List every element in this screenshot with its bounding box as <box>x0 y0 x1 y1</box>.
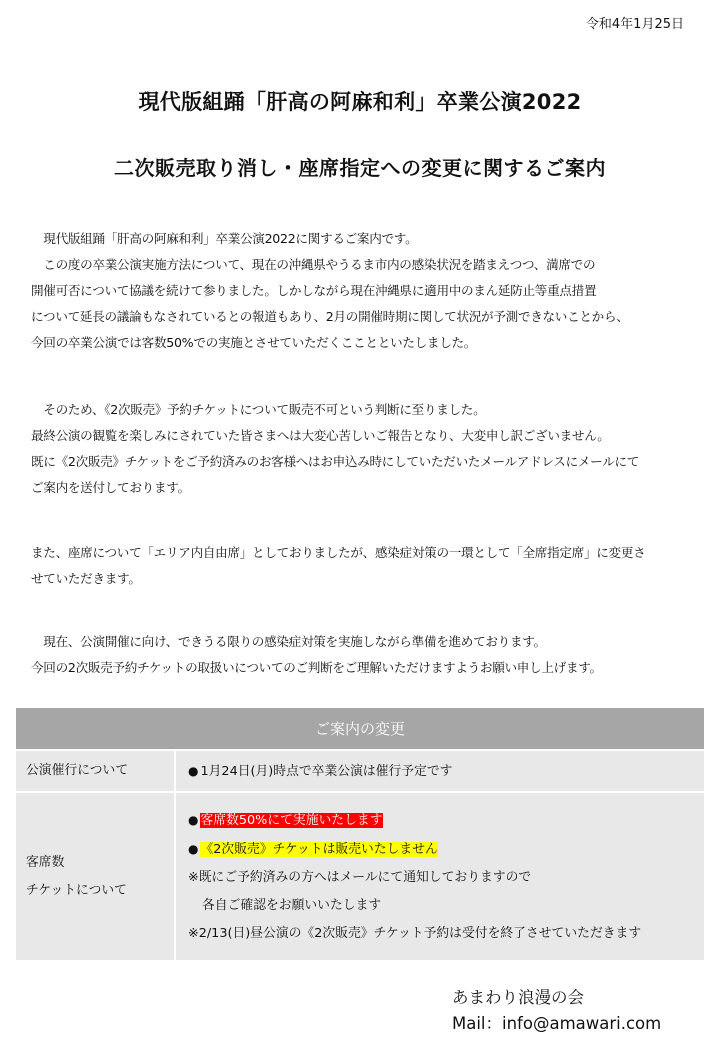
table-row <box>16 793 704 960</box>
bullet-icon: ● <box>188 841 199 856</box>
list-item <box>188 835 704 864</box>
bullet-icon: ● <box>188 812 199 827</box>
row-label-performance: 公演催行について <box>16 751 176 793</box>
document-subtitle: 二次販売取り消し・座席指定への変更に関するご案内 <box>114 156 606 180</box>
table-header: ご案内の変更 <box>16 708 704 751</box>
paragraph-intro <box>31 226 696 356</box>
bullet-icon: ● <box>188 763 199 778</box>
text-line: 現在、公演開催に向け、できうる限りの感染症対策を実施しながら準備を進めております。 <box>31 634 546 649</box>
text-line: 今回の卒業公演では客数50%での実施とさせていただくこことといたしました。 <box>31 335 477 350</box>
text-line: そのため、《2次販売》予約チケットについて販売不可という判断に至りました。 <box>31 402 486 417</box>
footer-contact <box>452 985 661 1037</box>
paragraph-seating <box>31 540 696 592</box>
note-line: 各自ご確認をお願いいたします <box>202 897 382 913</box>
text-line: 最終公演の観覧を楽しみにされていた皆さまへは大変心苦しいご報告となり、大変申し訳ございません。 <box>31 428 610 443</box>
organization-name: あまわり浪漫の会 <box>452 988 584 1007</box>
row-label-seats-tickets <box>16 793 176 960</box>
text-line: 現代版組踊「肝高の阿麻和利」卒業公演2022に関するご案内です。 <box>31 231 418 246</box>
text-line: 開催可否について協議を続けて参りました。しかしながら現在沖縄県に適用中のまん延防止等重点措置 <box>31 283 597 298</box>
text-line: 既に《2次販売》チケットをご予約済みのお客様へはお申込み時にしていただいたメールアドレスにメールにて <box>31 454 640 469</box>
performance-status-text: 1月24日(月)時点で卒業公演は催行予定です <box>200 763 453 779</box>
contact-email: Mail：info@amawari.com <box>452 1014 662 1033</box>
table-row <box>16 751 704 793</box>
note-line: ※既にご予約済みの方へはメールにて通知しておりますので <box>188 869 532 885</box>
text-line: この度の卒業公演実施方法について、現在の沖縄県やうるま市内の感染状況を踏まえつつ、満席での <box>31 257 596 272</box>
label-line: 客席数 <box>26 854 65 870</box>
text-line: また、座席について「エリア内自由席」としておりましたが、感染症対策の一環として「全席指定席」に変更さ <box>31 545 646 560</box>
highlight-yellow-text: 《2次販売》チケットは販売いたしません <box>200 841 438 857</box>
note-line: ※2/13(日)昼公演の《2次販売》チケット予約は受付を終了させていただきます <box>188 925 642 941</box>
paragraph-second-sale <box>31 397 696 501</box>
paragraph-closing <box>31 629 696 681</box>
text-line: について延長の議論もなされているとの報道もあり、2月の開催時期に関して状況が予測できないことから、 <box>31 309 629 324</box>
highlight-red-text: 客席数50%にて実施いたします <box>200 812 383 828</box>
text-line: ご案内を送付しております。 <box>31 480 190 495</box>
row-content-seats-tickets <box>176 793 704 960</box>
text-line: せていただきます。 <box>31 571 141 586</box>
document-date: 令和4年1月25日 <box>585 17 684 32</box>
row-content-performance <box>176 751 704 793</box>
document-title: 現代版組踊「肝高の阿麻和利」卒業公演2022 <box>138 90 582 114</box>
label-line: チケットについて <box>26 882 127 898</box>
list-item <box>188 806 704 835</box>
text-line: 今回の2次販売予約チケットの取扱いについてのご判断をご理解いただけますようお願い申し上げます。 <box>31 660 602 675</box>
changes-table <box>16 708 704 960</box>
